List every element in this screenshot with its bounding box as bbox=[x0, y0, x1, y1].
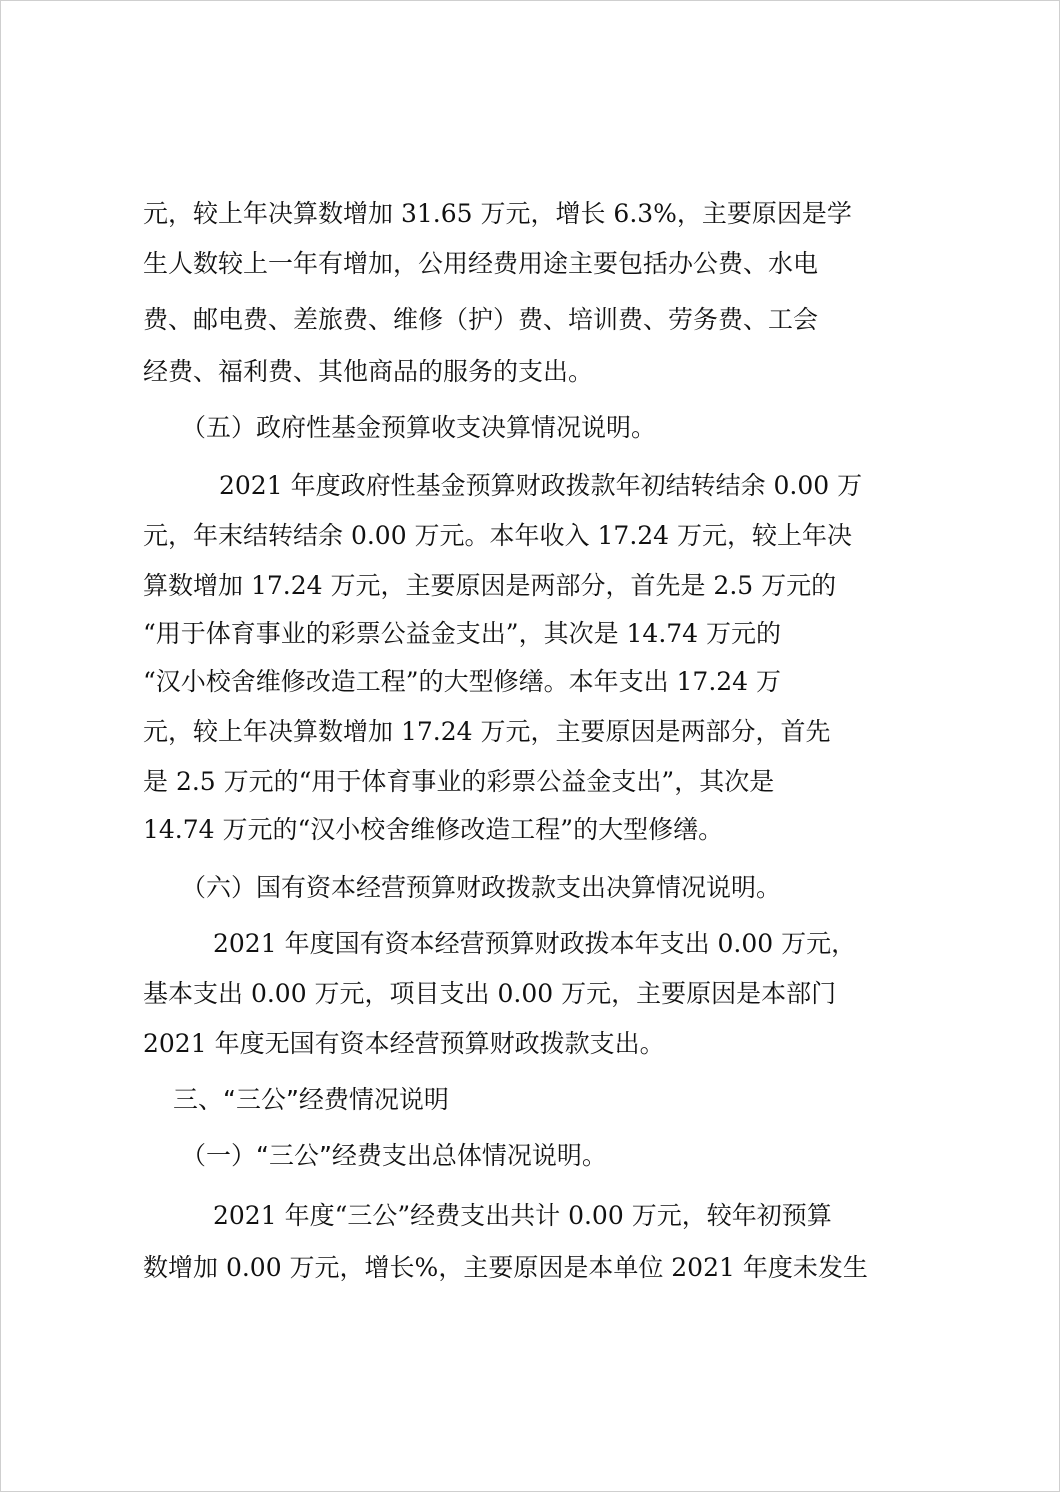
chapter-heading-three: 三、“三公”经费情况说明 bbox=[173, 1085, 449, 1114]
paragraph-line: 2021 年度政府性基金预算财政拨款年初结转结余 0.00 万 bbox=[219, 471, 863, 500]
paragraph-line: “汉小校舍维修改造工程”的大型修缮。本年支出 17.24 万 bbox=[143, 667, 782, 696]
paragraph-line: 元，较上年决算数增加 31.65 万元，增长 6.3%，主要原因是学 bbox=[143, 199, 852, 228]
paragraph-line: 生人数较上一年有增加，公用经费用途主要包括办公费、水电 bbox=[143, 249, 819, 278]
paragraph-line: 元，年末结转结余 0.00 万元。本年收入 17.24 万元，较上年决 bbox=[143, 521, 853, 550]
paragraph-line: 2021 年度国有资本经营预算财政拨本年支出 0.00 万元， bbox=[213, 929, 857, 958]
paragraph-line: 元，较上年决算数增加 17.24 万元，主要原因是两部分，首先 bbox=[143, 717, 831, 746]
paragraph-line: 2021 年度无国有资本经营预算财政拨款支出。 bbox=[143, 1029, 665, 1058]
paragraph-line: 费、邮电费、差旅费、维修（护）费、培训费、劳务费、工会 bbox=[143, 305, 819, 334]
section-heading-five: （五）政府性基金预算收支决算情况说明。 bbox=[181, 413, 657, 442]
paragraph-line: 算数增加 17.24 万元，主要原因是两部分，首先是 2.5 万元的 bbox=[143, 571, 837, 600]
paragraph-line: 是 2.5 万元的“用于体育事业的彩票公益金支出”，其次是 bbox=[143, 767, 775, 796]
paragraph-line: 基本支出 0.00 万元，项目支出 0.00 万元，主要原因是本部门 bbox=[143, 979, 837, 1008]
paragraph-line: 数增加 0.00 万元，增长%，主要原因是本单位 2021 年度未发生 bbox=[143, 1253, 868, 1282]
section-heading-six: （六）国有资本经营预算财政拨款支出决算情况说明。 bbox=[181, 873, 782, 902]
paragraph-line: 2021 年度“三公”经费支出共计 0.00 万元，较年初预算 bbox=[213, 1201, 832, 1230]
paragraph-line: 经费、福利费、其他商品的服务的支出。 bbox=[143, 357, 594, 386]
section-heading-one: （一）“三公”经费支出总体情况说明。 bbox=[181, 1141, 607, 1170]
paragraph-line: 14.74 万元的“汉小校舍维修改造工程”的大型修缮。 bbox=[143, 815, 724, 844]
paragraph-line: “用于体育事业的彩票公益金支出”，其次是 14.74 万元的 bbox=[143, 619, 782, 648]
